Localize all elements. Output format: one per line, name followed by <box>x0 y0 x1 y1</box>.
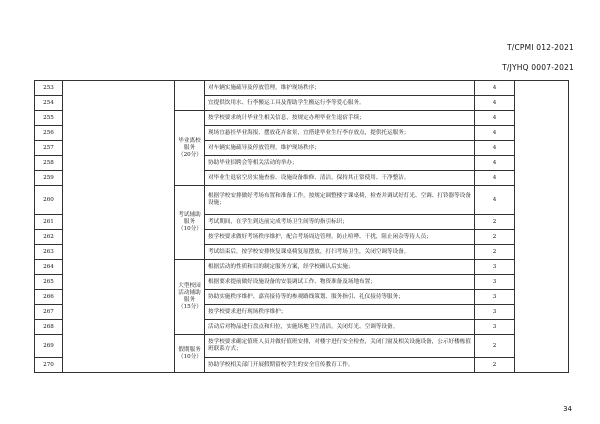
row-number: 264 <box>35 260 63 275</box>
category-graduation: 毕业离校服务（20分） <box>175 111 205 186</box>
row-content: 协助毕业招聘会等相关活动的举办； <box>205 156 475 171</box>
row-number: 267 <box>35 305 63 320</box>
row-score: 2 <box>475 215 515 230</box>
page-number: 34 <box>563 405 572 413</box>
row-content: 活动后对物品进行盘点和归位，实施场地卫生清洁，关闭灯光、空调等设备。 <box>205 320 475 335</box>
row-content: 对车辆实施疏导及停放管理，维护现场秩序； <box>205 141 475 156</box>
category-holiday: 假期服务（10分） <box>175 335 205 373</box>
standard-code-secondary: T/JYHQ 0007-2021 <box>502 63 574 72</box>
row-content: 根据活动的性质和目的制定服务方案，经学校确认后实施； <box>205 260 475 275</box>
row-number: 253 <box>35 81 63 96</box>
row-number: 268 <box>35 320 63 335</box>
row-score: 2 <box>475 245 515 260</box>
row-number: 260 <box>35 186 63 215</box>
row-number: 254 <box>35 96 63 111</box>
row-number: 258 <box>35 156 63 171</box>
row-score: 2 <box>475 358 515 373</box>
row-content: 按学校要求确定值班人员并做好值班安排，对楼宇进行安全检查，关闭门窗及相关设施设备，公示好楼栋值班联系方式； <box>205 335 475 358</box>
row-score: 2 <box>475 335 515 358</box>
row-content: 按学校要求做好考场秩序维护，配合考场周边管理，防止喧哗、干扰，阻止闲杂等待人员； <box>205 230 475 245</box>
row-content: 考试结束后，按学校安排恢复课桌椅复原摆放，打扫考场卫生，关闭空调等设备。 <box>205 245 475 260</box>
service-standards-table <box>34 80 569 373</box>
row-number: 261 <box>35 215 63 230</box>
row-number: 257 <box>35 141 63 156</box>
row-number: 269 <box>35 335 63 358</box>
row-content: 根据要求提前做好设施设备的安装调试工作、物资准备及场地布置； <box>205 275 475 290</box>
row-number: 262 <box>35 230 63 245</box>
row-score: 4 <box>475 171 515 186</box>
row-score: 3 <box>475 290 515 305</box>
row-number: 266 <box>35 290 63 305</box>
category-event: 大型校园活动辅助服务（15分） <box>175 260 205 335</box>
row-content: 协助学校相关部门开展假期留校学生的安全宣传教育工作。 <box>205 358 475 373</box>
row-score: 3 <box>475 275 515 290</box>
row-score: 2 <box>475 230 515 245</box>
row-content: 按学校要求进行现场秩序维护； <box>205 305 475 320</box>
row-score: 4 <box>475 96 515 111</box>
row-number: 263 <box>35 245 63 260</box>
row-number: 256 <box>35 126 63 141</box>
blank-category-cell <box>63 81 175 373</box>
table-row <box>35 81 569 96</box>
row-content: 根据学校安排做好考场布置和准备工作，按规定调整楼宇课桌椅，检查并调试好灯光、空调、打铃器等设备设施； <box>205 186 475 215</box>
row-content: 按学校要求统计毕业生相关信息，按规定办理毕业生退宿手续； <box>205 111 475 126</box>
blank-remarks-cell <box>515 81 569 373</box>
row-score: 3 <box>475 305 515 320</box>
row-content: 考试期间，在学生到达前完成考场卫生间等的指引标识； <box>205 215 475 230</box>
row-content: 协助实施秩序维护、嘉宾接待等的参观路线策划、服务指引、礼仪接待等服务； <box>205 290 475 305</box>
row-number: 265 <box>35 275 63 290</box>
row-content: 对车辆实施疏导及停放管理，维护现场秩序； <box>205 81 475 96</box>
row-number: 255 <box>35 111 63 126</box>
category-cell-prev <box>175 81 205 111</box>
row-score: 4 <box>475 186 515 215</box>
row-score: 4 <box>475 111 515 126</box>
row-score: 4 <box>475 141 515 156</box>
row-content: 对毕业生退宿空房实施查验、设施设备维修、清洁，保持其正常使用、干净整洁。 <box>205 171 475 186</box>
row-number: 259 <box>35 171 63 186</box>
row-score: 4 <box>475 126 515 141</box>
row-score: 4 <box>475 81 515 96</box>
category-exam: 考试辅助服务（10分） <box>175 186 205 260</box>
row-score: 4 <box>475 156 515 171</box>
row-content: 宜提供饮用水、行李搬运工具及帮助学生搬运行李等爱心服务。 <box>205 96 475 111</box>
standard-code-primary: T/CPMI 012-2021 <box>506 43 574 52</box>
row-content: 现场宜悬挂毕业海报、摆放花卉盆景，宜搭建毕业生行李存放点，提供托运服务； <box>205 126 475 141</box>
row-score: 3 <box>475 320 515 335</box>
row-number: 270 <box>35 358 63 373</box>
row-score: 3 <box>475 260 515 275</box>
